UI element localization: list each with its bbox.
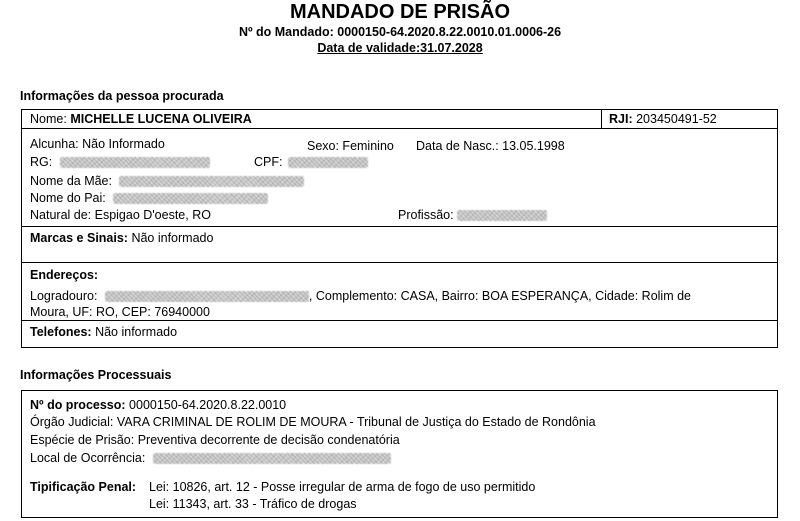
street-label: Logradouro: (30, 289, 98, 303)
name-value: MICHELLE LUCENA OLIVEIRA (70, 112, 252, 126)
addresses-heading: Endereços: (30, 268, 99, 282)
cpf-label: CPF: (254, 155, 283, 169)
divider (21, 226, 778, 227)
court-label: Órgão Judicial: (30, 415, 114, 429)
divider (601, 109, 602, 128)
location-field (30, 451, 391, 465)
rg-label: RG: (30, 155, 53, 169)
validity-date (0, 41, 800, 55)
marks-value: Não informado (131, 231, 214, 245)
divider (21, 262, 778, 263)
divider (21, 128, 778, 129)
document-title: MANDADO DE PRISÃO (289, 1, 510, 23)
penal-label-field (30, 480, 136, 494)
court-field (30, 415, 596, 429)
rji-field (609, 112, 717, 126)
penal-item: Lei: 10826, art. 12 - Posse irregular de arma de fogo de uso permitido (149, 480, 536, 494)
penal-item: Lei: 11343, art. 33 - Tráfico de drogas (149, 497, 357, 511)
person-section-heading: Informações da pessoa procurada (20, 89, 224, 103)
redacted-mother-name (119, 176, 304, 187)
court-value: VARA CRIMINAL DE ROLIM DE MOURA - Tribunal de Justiça do Estado de Rondônia (116, 415, 596, 429)
redacted-street (105, 291, 309, 302)
process-section-heading: Informações Processuais (20, 368, 172, 382)
address-rest: , Complemento: CASA, Bairro: BOA ESPERANÇA, Cidade: Rolim de (308, 289, 691, 303)
phones-label: Telefones: (30, 325, 92, 339)
alias-field: Alcunha: Não Informado (30, 137, 165, 151)
phones-field (30, 325, 177, 339)
redacted-rg (60, 157, 210, 168)
location-label: Local de Ocorrência: (30, 451, 146, 465)
process-label: Nº do processo: (30, 398, 126, 412)
rg-field (30, 155, 210, 169)
phones-value: Não informado (95, 325, 178, 339)
redacted-cpf (288, 157, 368, 168)
natural-field: Natural de: Espigao D'oeste, RO (30, 208, 211, 222)
marks-label: Marcas e Sinais: (30, 231, 128, 245)
mother-label: Nome da Mãe: (30, 174, 112, 188)
addresses-label (30, 268, 98, 282)
address-line-2: Moura, UF: RO, CEP: 76940000 (30, 305, 210, 319)
name-label: Nome: (30, 112, 67, 126)
process-number-field (30, 398, 286, 412)
address-line-1 (30, 289, 691, 303)
process-value: 0000150-64.2020.8.22.0010 (129, 398, 287, 412)
redacted-location (153, 453, 391, 464)
cpf-field (254, 155, 368, 169)
profession-field (398, 208, 547, 222)
father-label: Nome do Pai: (30, 191, 106, 205)
marks-field (30, 231, 213, 245)
rji-label: RJI: (609, 112, 633, 126)
birth-date-field: Data de Nasc.: 13.05.1998 (416, 139, 565, 153)
mother-field (30, 174, 304, 188)
divider (21, 320, 778, 321)
arrest-type-field: Espécie de Prisão: Preventiva decorrente de decisão condenatória (30, 433, 400, 447)
father-field (30, 191, 268, 205)
profession-label: Profissão: (398, 208, 454, 222)
name-field (30, 112, 252, 126)
redacted-father-name (113, 193, 268, 204)
sex-field: Sexo: Feminino (307, 139, 394, 153)
rji-value: 203450491-52 (636, 112, 717, 126)
penal-label: Tipificação Penal: (30, 480, 137, 494)
redacted-profession (457, 210, 547, 221)
validity-text: Data de validade:31.07.2028 (317, 41, 483, 55)
warrant-number: Nº do Mandado: 0000150-64.2020.8.22.0010.01.0006-26 (238, 25, 562, 39)
